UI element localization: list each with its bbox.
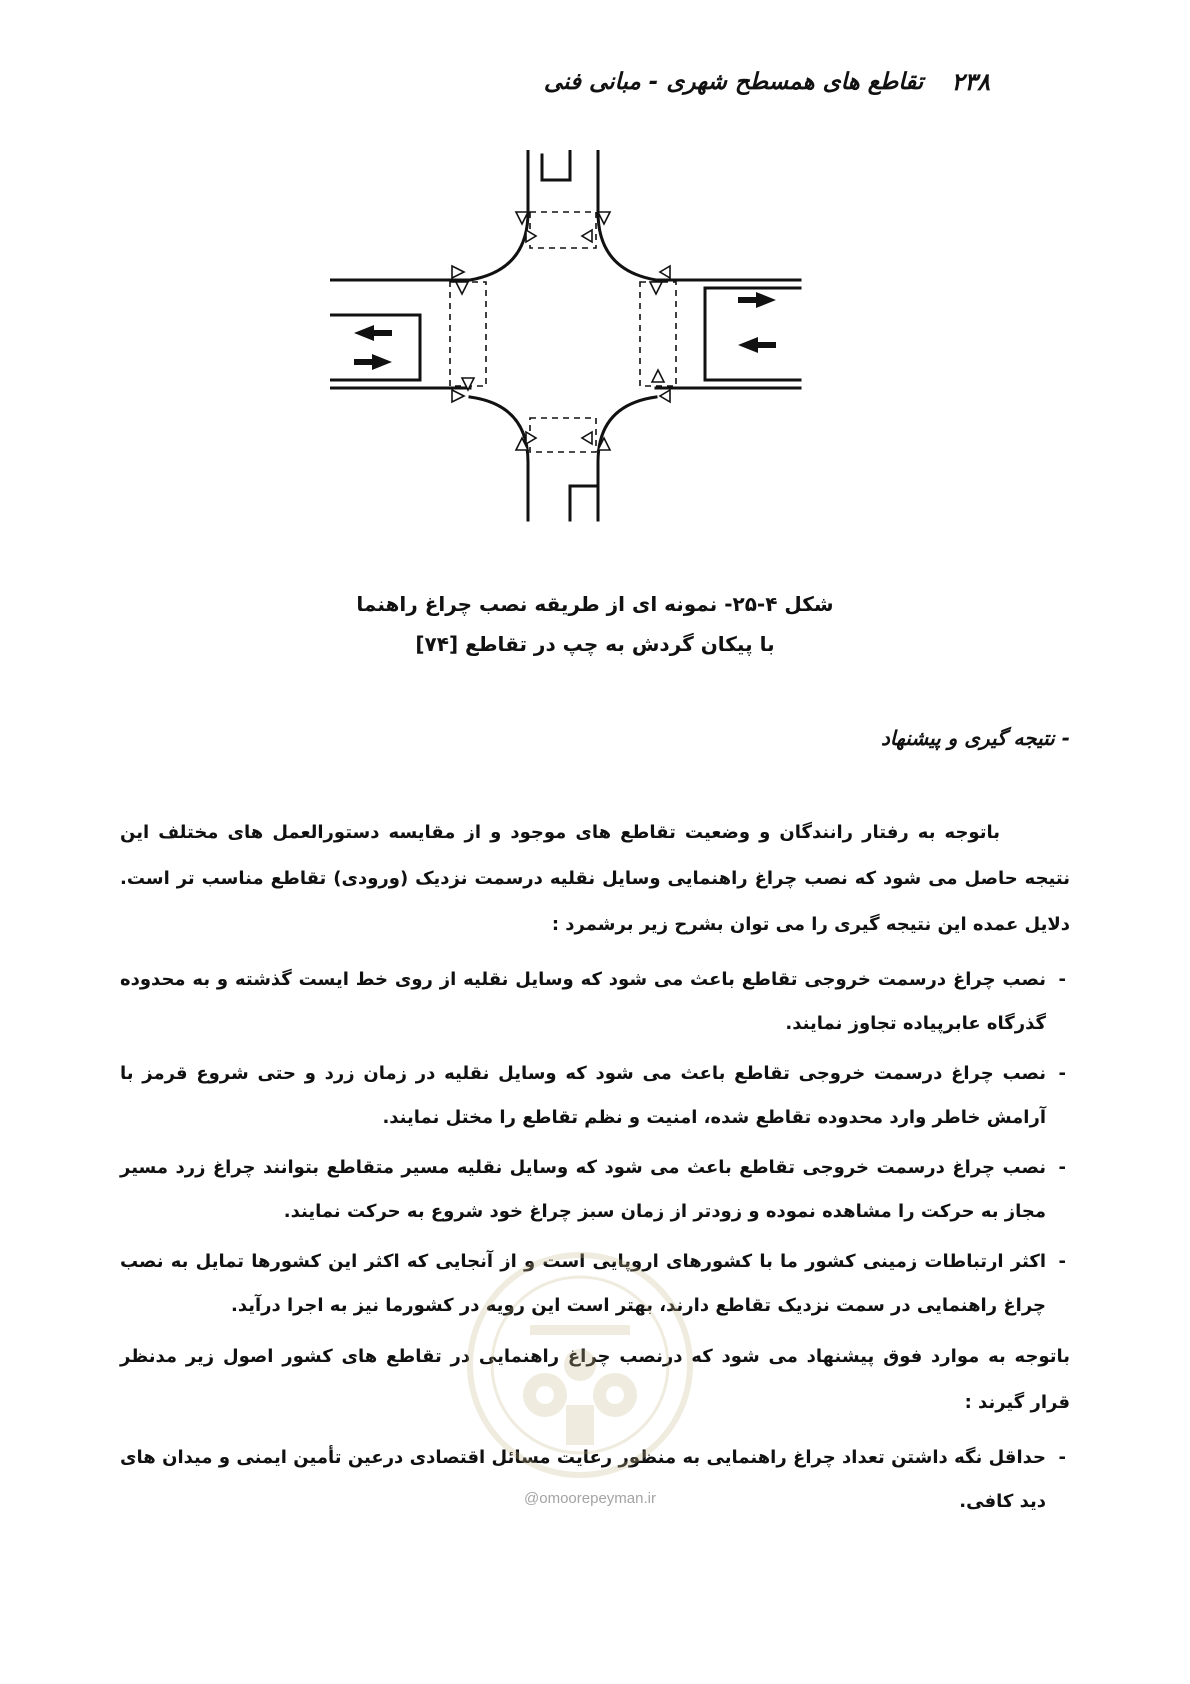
- left-turn-arrow-east-1: [738, 292, 776, 308]
- left-turn-arrow-west-2: [354, 354, 392, 370]
- list-item: - نصب چراغ درسمت خروجی تقاطع باعث می شود که وسایل نقلیه در زمان زرد و حتی شروع قرمز با آرامش خاطر وارد محدوده تقاطع شده، امنیت و نظم تقاطع را مختل نمایند.: [120, 1052, 1070, 1140]
- caption-line-1: شکل ۴-۲۵- نمونه ای از طریقه نصب چراغ راهنما: [356, 592, 834, 616]
- signal-head-s-2: [526, 432, 536, 444]
- list-item: - نصب چراغ درسمت خروجی تقاطع باعث می شود که وسایل نقلیه مسیر متقاطع بتوانند چراغ زرد مسیر مجاز به حرکت را مشاهده نموده و زودتر از زمان سبز چراغ خود شروع به حرکت نمایند.: [120, 1146, 1070, 1234]
- signal-head-e-2: [650, 282, 662, 294]
- north-median-island: [542, 150, 570, 180]
- crosswalk-west: [450, 282, 486, 386]
- signal-head-s-4: [582, 432, 592, 444]
- watermark-text: @omoorepeyman.ir: [524, 1490, 656, 1507]
- west-median-island: [330, 315, 420, 380]
- signal-head-se-2: [652, 370, 664, 382]
- list-item: - نصب چراغ درسمت خروجی تقاطع باعث می شود که وسایل نقلیه از روی خط ایست گذشته و به محدوده گذرگاه عابرپیاده تجاوز نمایند.: [120, 958, 1070, 1046]
- signal-head-se-1: [660, 390, 670, 402]
- left-turn-arrow-east-2: [738, 337, 776, 353]
- running-title: تقاطع های همسطح شهری - مبانی فنی: [543, 69, 924, 95]
- intersection-figure: [330, 150, 870, 570]
- signal-head-e-1: [660, 266, 670, 278]
- list-item: - اکثر ارتباطات زمینی کشور ما با کشورهای اروپایی است و از آنجایی که اکثر این کشورها تمایل به نصب چراغ راهنمایی در سمت نزدیک تقاطع دارند، بهتر است این رویه در کشورما نیز به اجرا درآید.: [120, 1240, 1070, 1328]
- caption-line-2: با پیکان گردش به چپ در تقاطع [۷۴]: [415, 632, 775, 656]
- figure-caption: [200, 584, 990, 664]
- road-edge-south-east: [598, 397, 656, 520]
- signal-head-sw-1: [452, 390, 464, 402]
- recommendation-paragraph: باتوجه به موارد فوق پیشنهاد می شود که درنصب چراغ راهنمایی در تقاطع های کشور اصول زیر مدنظر قرار گیرند :: [120, 1346, 1070, 1413]
- page-number: ۲۳۸: [951, 68, 990, 96]
- list-item: - حداقل نگه داشتن تعداد چراغ راهنمایی به منظور رعایت مسائل اقتصادی درعین تأمین ایمنی و میدان های دید کافی.: [120, 1436, 1070, 1524]
- signal-head-ne-2: [582, 230, 592, 242]
- signal-head-w-1: [452, 266, 464, 278]
- road-edge-south-west: [470, 397, 528, 520]
- section-title: - نتیجه گیری و پیشنهاد: [880, 726, 1070, 750]
- watermark-seal-icon: [460, 1245, 700, 1485]
- page-header: [200, 62, 990, 102]
- crosswalk-north: [530, 212, 596, 248]
- intro-paragraph: باتوجه به رفتار رانندگان و وضعیت تقاطع های موجود و از مقایسه دستورالعمل های مختلف این نتیجه حاصل می شود که نصب چراغ راهنمایی وسایل نقلیه درسمت نزدیک (ورودی) تقاطع مناسب تر است. دلایل عمده این نتیجه گیری را می توان بشرح زیر برشمرد :: [120, 822, 1070, 935]
- signal-head-w-2: [456, 282, 468, 294]
- left-turn-arrow-west-1: [354, 325, 392, 341]
- south-median-island: [570, 486, 598, 520]
- signal-head-nw-2: [526, 230, 536, 242]
- watermark-logo: [460, 1245, 700, 1485]
- intersection-diagram: [330, 150, 870, 570]
